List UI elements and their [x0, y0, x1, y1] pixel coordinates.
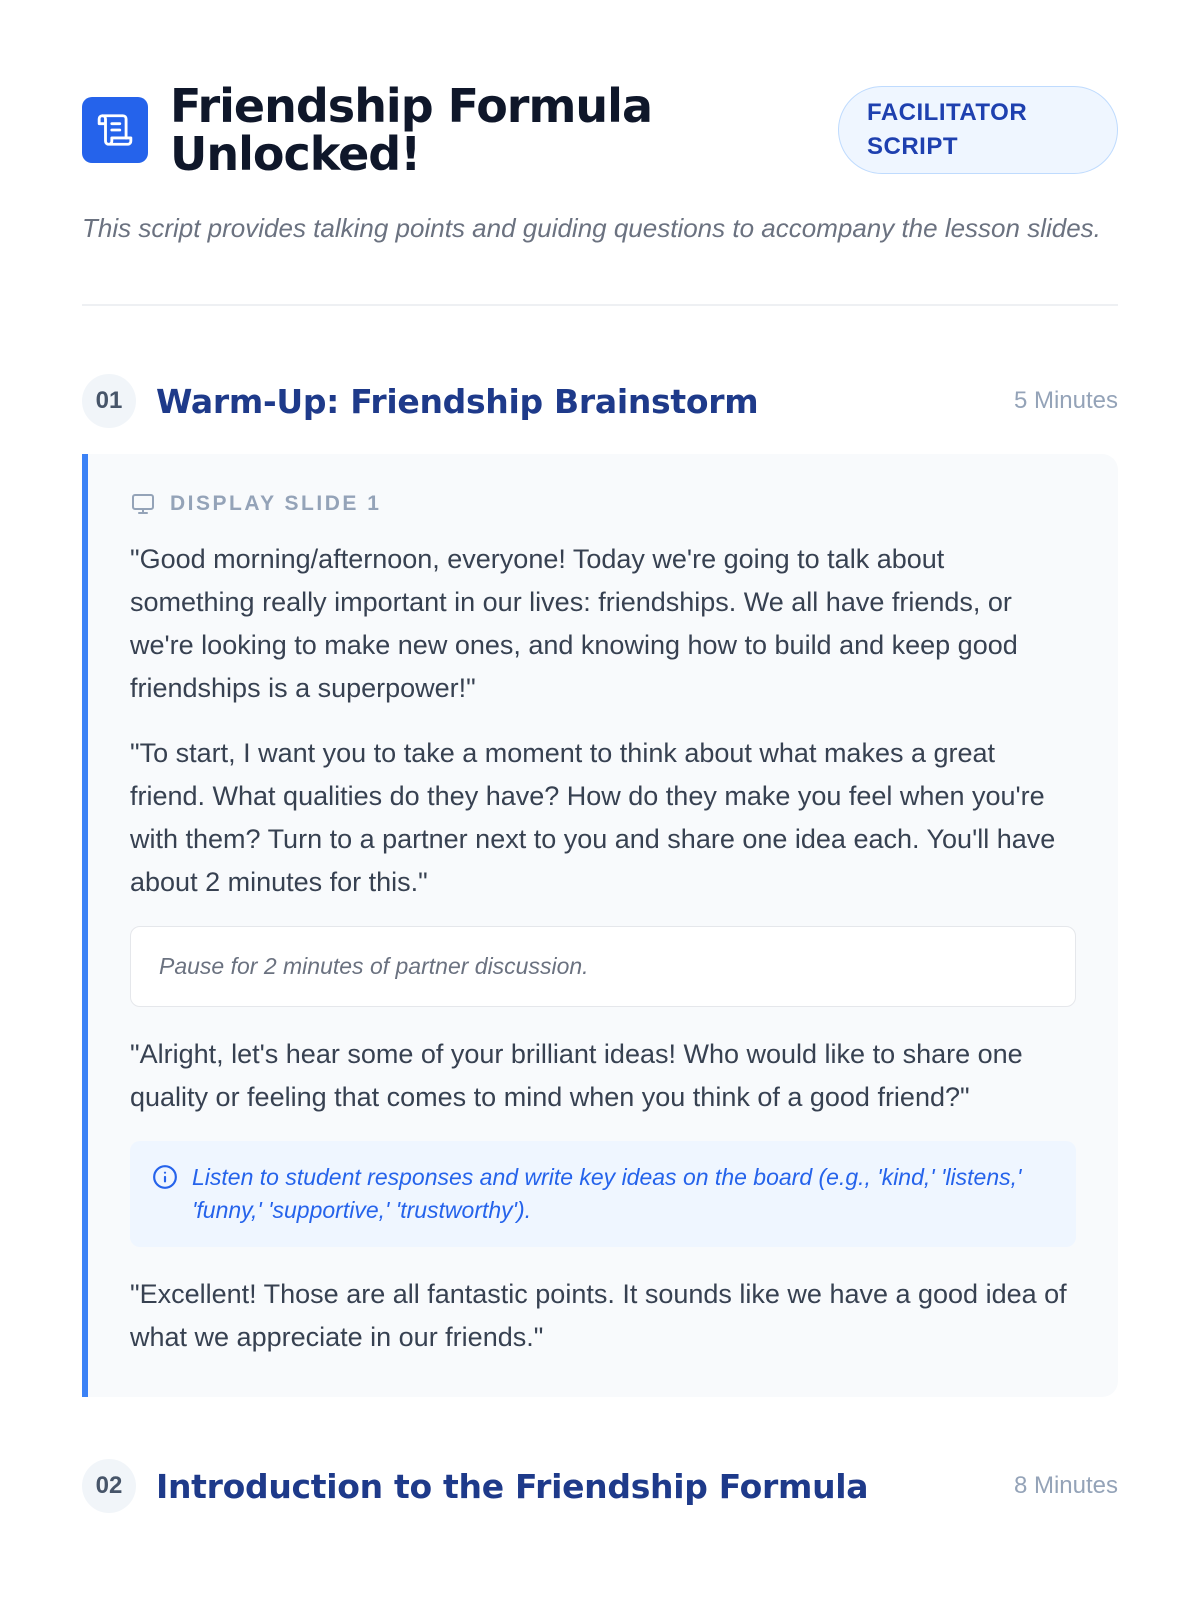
monitor-icon — [130, 492, 156, 516]
section-number: 01 — [82, 374, 136, 428]
section-header-warm-up — [82, 374, 1118, 428]
script-paragraph: "To start, I want you to take a moment to think about what makes a great friend. What qualities do they have? How do they make you feel when you're with them? Turn to a partner next to you and share one idea each. You'll have about 2 minutes for this." — [130, 738, 1056, 897]
section-header-friendship-formula — [82, 1459, 1118, 1513]
pause-note: Pause for 2 minutes of partner discussion. — [130, 926, 1076, 1007]
section-title-group — [82, 1459, 868, 1513]
section-duration: 5 Minutes — [1013, 387, 1118, 414]
facilitator-script-badge: FACILITATOR SCRIPT — [838, 86, 1118, 174]
section-title: Warm-Up: Friendship Brainstorm — [156, 381, 759, 421]
facilitator-note-text: Listen to student responses and write key ideas on the board (e.g., 'kind,' 'listens,' 'funny,' 'supportive,' 'trustworthy'). — [192, 1164, 1022, 1223]
slide-label-text: DISPLAY SLIDE 1 — [170, 492, 382, 515]
display-slide-label — [130, 492, 1076, 516]
facilitator-note — [130, 1141, 1076, 1247]
title-group — [82, 79, 690, 181]
page-title: Friendship Formula Unlocked! — [170, 79, 652, 181]
scroll-icon — [82, 97, 148, 163]
script-card — [82, 454, 1118, 1397]
section-title: Introduction to the Friendship Formula — [156, 1466, 869, 1506]
section-number: 02 — [82, 1459, 136, 1513]
script-paragraph: "Excellent! Those are all fantastic points. It sounds like we have a good idea of what we appreciate in our friends." — [130, 1279, 1067, 1352]
header-divider — [82, 304, 1118, 306]
script-paragraph: "Alright, let's hear some of your brilliant ideas! Who would like to share one quality or feeling that comes to mind when you think of a good friend?" — [130, 1039, 1023, 1112]
info-icon — [152, 1164, 178, 1190]
script-paragraph: "Good morning/afternoon, everyone! Today we're going to talk about something really important in our lives: friendships. We all have friends, or we're looking to make new ones, and knowing how to build and keep good friendships is a superpower!" — [130, 544, 1018, 703]
page-header — [82, 0, 1118, 181]
section-duration: 8 Minutes — [1013, 1472, 1118, 1499]
page-subtitle: This script provides talking points and guiding questions to accompany the lesson slides. — [82, 213, 1101, 243]
section-title-group — [82, 374, 758, 428]
